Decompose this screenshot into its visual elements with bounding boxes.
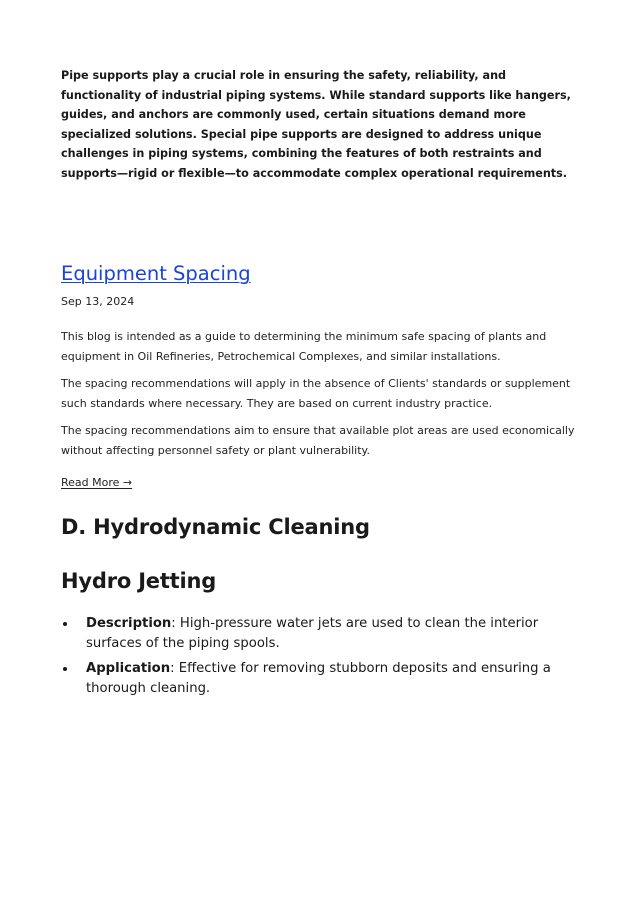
read-more-link[interactable]: Read More → <box>61 476 133 489</box>
post-title-link[interactable]: Equipment Spacing <box>61 262 251 285</box>
bullet-text: : Effective for removing stubborn deposits and ensuring a thorough cleaning. <box>86 661 551 696</box>
post-paragraph: The spacing recommendations aim to ensure that available plot areas are used economically without affecting personnel safety or plant vulnerability. <box>61 424 575 457</box>
list-item <box>61 659 581 699</box>
bullet-list <box>61 614 581 704</box>
list-item <box>61 614 581 654</box>
bullet-icon <box>63 622 67 626</box>
section-heading: D. Hydrodynamic Cleaning <box>61 515 370 539</box>
bullet-text: : High-pressure water jets are used to clean the interior surfaces of the piping spools. <box>86 616 539 651</box>
post-date: Sep 13, 2024 <box>61 295 135 308</box>
bullet-term: Application <box>86 661 171 676</box>
post-title <box>61 260 251 288</box>
post-paragraph: This blog is intended as a guide to determining the minimum safe spacing of plants and equipment in Oil Refineries, Petrochemical Complexes, and similar installations. <box>61 330 547 363</box>
subsection-heading: Hydro Jetting <box>61 569 217 593</box>
bullet-term: Description <box>86 616 172 631</box>
bullet-icon <box>63 667 67 671</box>
post-excerpt <box>61 327 581 468</box>
post-paragraph: The spacing recommendations will apply in the absence of Clients' standards or supplement such standards where necessary. They are based on current industry practice. <box>61 377 571 410</box>
intro-paragraph: Pipe supports play a crucial role in ensuring the safety, reliability, and functionality of industrial piping systems. While standard supports like hangers, guides, and anchors are commonly used, certain situations demand more specialized solutions. Special pipe supports are designed to address unique challenges in piping systems, combining the features of both restraints and supports—rigid or flexible—to accommodate complex operational requirements. <box>61 69 571 180</box>
